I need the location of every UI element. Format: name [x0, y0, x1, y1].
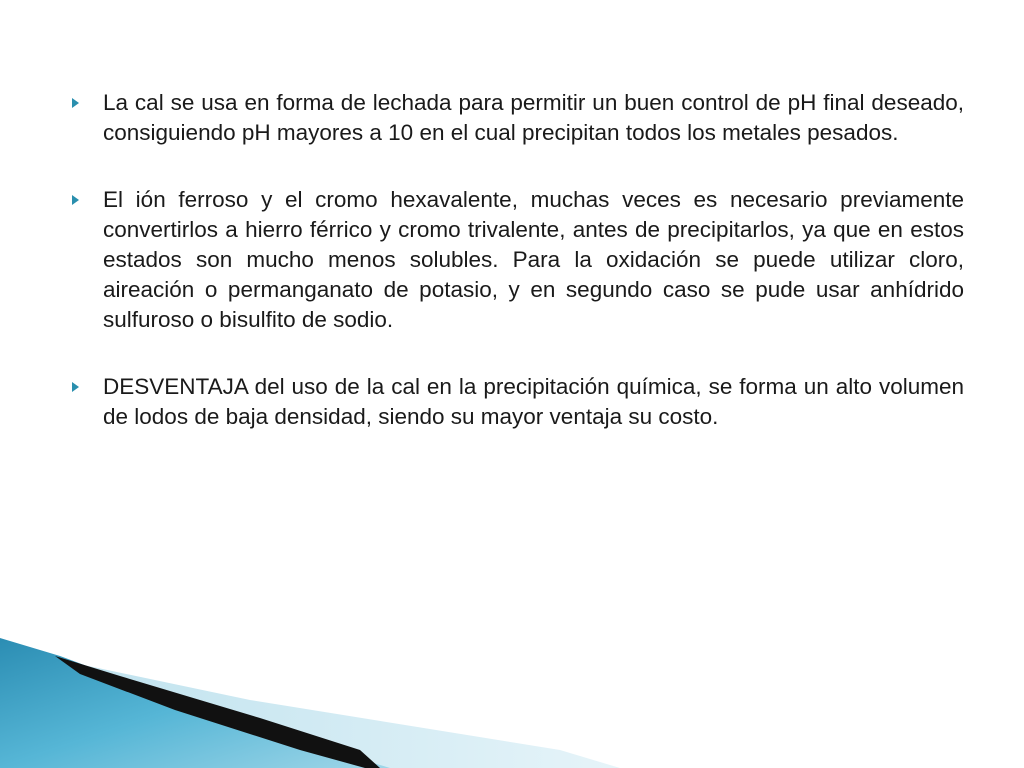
- triangle-right-icon: [72, 98, 79, 108]
- bullet-item: [72, 185, 964, 335]
- triangle-right-icon: [72, 382, 79, 392]
- bullet-item: [72, 372, 964, 432]
- bullet-text: DESVENTAJA del uso de la cal en la precipitación química, se forma un alto volumen de lodos de baja densidad, siendo su mayor ventaja su costo.: [103, 374, 964, 429]
- bullet-text: La cal se usa en forma de lechada para permitir un buen control de pH final deseado, consiguiendo pH mayores a 10 en el cual precipitan todos los metales pesados.: [103, 90, 964, 145]
- bullet-item: [72, 88, 964, 148]
- triangle-right-icon: [72, 195, 79, 205]
- decorative-wave-footer: [0, 638, 1024, 768]
- bullet-list: [72, 88, 964, 469]
- bullet-text: El ión ferroso y el cromo hexavalente, muchas veces es necesario previamente convertirlos a hierro férrico y cromo trivalente, antes de precipitarlos, ya que en estos estados son mucho menos solubles. Para la oxidación se puede utilizar cloro, aireación o permanganato de potasio, y en segundo caso se pude usar anhídrido sulfuroso o bisulfito de sodio.: [103, 187, 964, 332]
